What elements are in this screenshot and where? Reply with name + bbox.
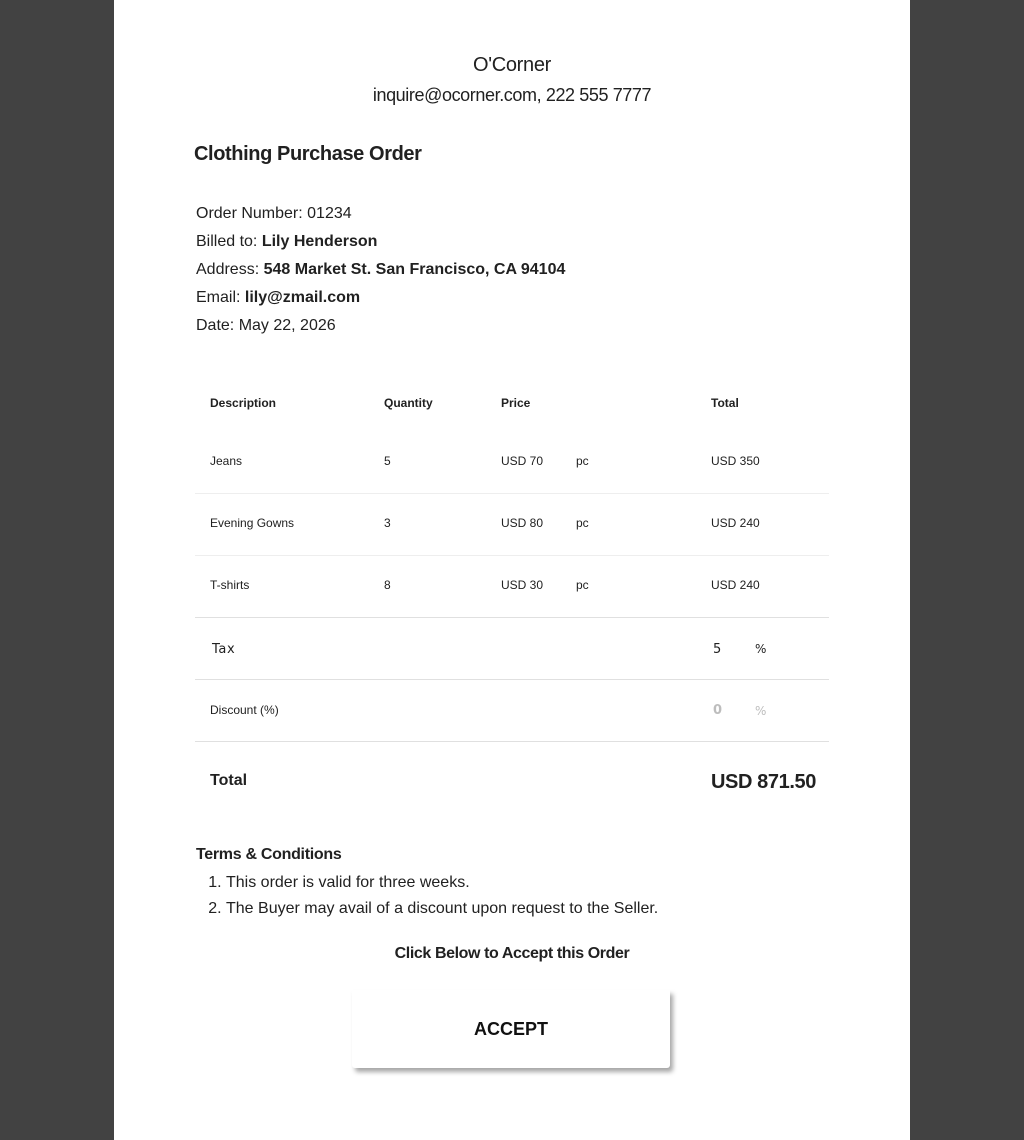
accept-button[interactable]: ACCEPT [352, 990, 670, 1068]
address-value: 548 Market St. San Francisco, CA 94104 [263, 261, 566, 278]
header-total: Total [711, 396, 739, 410]
table-row [195, 494, 829, 556]
item-total: USD 240 [711, 516, 760, 530]
tax-percent-sign: % [755, 642, 767, 656]
company-contact [114, 85, 910, 106]
billed-to-value: Lily Henderson [261, 233, 378, 250]
tax-row [195, 618, 829, 680]
order-items-table [195, 370, 829, 822]
billed-to-label: Billed to: [196, 233, 262, 250]
email-label: Email: [196, 289, 245, 306]
order-number-label: Order Number: [196, 205, 308, 222]
header-quantity: Quantity [384, 396, 433, 410]
address [196, 260, 565, 288]
item-total: USD 240 [711, 578, 760, 592]
item-price: USD 80 [501, 516, 544, 530]
item-quantity: 5 [384, 454, 391, 468]
document-title: Clothing Purchase Order [194, 143, 422, 165]
company-phone: 222 555 7777 [545, 85, 652, 105]
discount-row [195, 680, 829, 742]
item-description: Jeans [210, 454, 243, 468]
item-description: Evening Gowns [210, 516, 295, 530]
purchase-order-page [114, 0, 910, 1140]
item-quantity: 8 [384, 578, 391, 592]
order-number [196, 204, 565, 232]
grand-total-row [195, 742, 829, 822]
item-quantity: 3 [384, 516, 391, 530]
order-info [196, 204, 565, 344]
terms-item: 1. This order is valid for three weeks. [226, 872, 658, 898]
grand-total-label: Total [210, 772, 248, 789]
item-unit: pc [576, 516, 589, 530]
item-description: T-shirts [210, 578, 250, 592]
email [196, 288, 565, 316]
billed-to [196, 232, 565, 260]
accept-caption: Click Below to Accept this Order [394, 945, 630, 962]
order-number-value: 01234 [307, 205, 352, 222]
table-row [195, 556, 829, 618]
discount-input[interactable]: 0 [713, 703, 723, 718]
table-header [195, 370, 829, 432]
tax-input[interactable]: 5 [713, 642, 722, 657]
company-email: inquire@ocorner.com [372, 85, 537, 105]
date-label: Date: [196, 317, 239, 334]
date-value: May 22, 2026 [238, 317, 336, 334]
item-unit: pc [576, 454, 589, 468]
discount-label: Discount (%) [210, 703, 279, 717]
grand-total-value: USD 871.50 [711, 771, 816, 793]
header-description: Description [210, 396, 277, 410]
address-label: Address: [196, 261, 264, 278]
company-name: O'Corner [472, 54, 552, 76]
tax-label: Tax [212, 642, 236, 657]
terms-item: 2. The Buyer may avail of a discount upon request to the Seller. [226, 898, 658, 924]
table-row [195, 432, 829, 494]
contact-separator: , [536, 85, 546, 105]
discount-percent-sign: % [755, 704, 767, 718]
header-price: Price [501, 396, 531, 410]
email-value: lily@zmail.com [244, 289, 361, 306]
item-price: USD 70 [501, 454, 544, 468]
terms-title: Terms & Conditions [196, 846, 342, 863]
item-total: USD 350 [711, 454, 760, 468]
terms-list [196, 872, 658, 924]
item-price: USD 30 [501, 578, 544, 592]
item-unit: pc [576, 578, 589, 592]
date [196, 316, 565, 344]
